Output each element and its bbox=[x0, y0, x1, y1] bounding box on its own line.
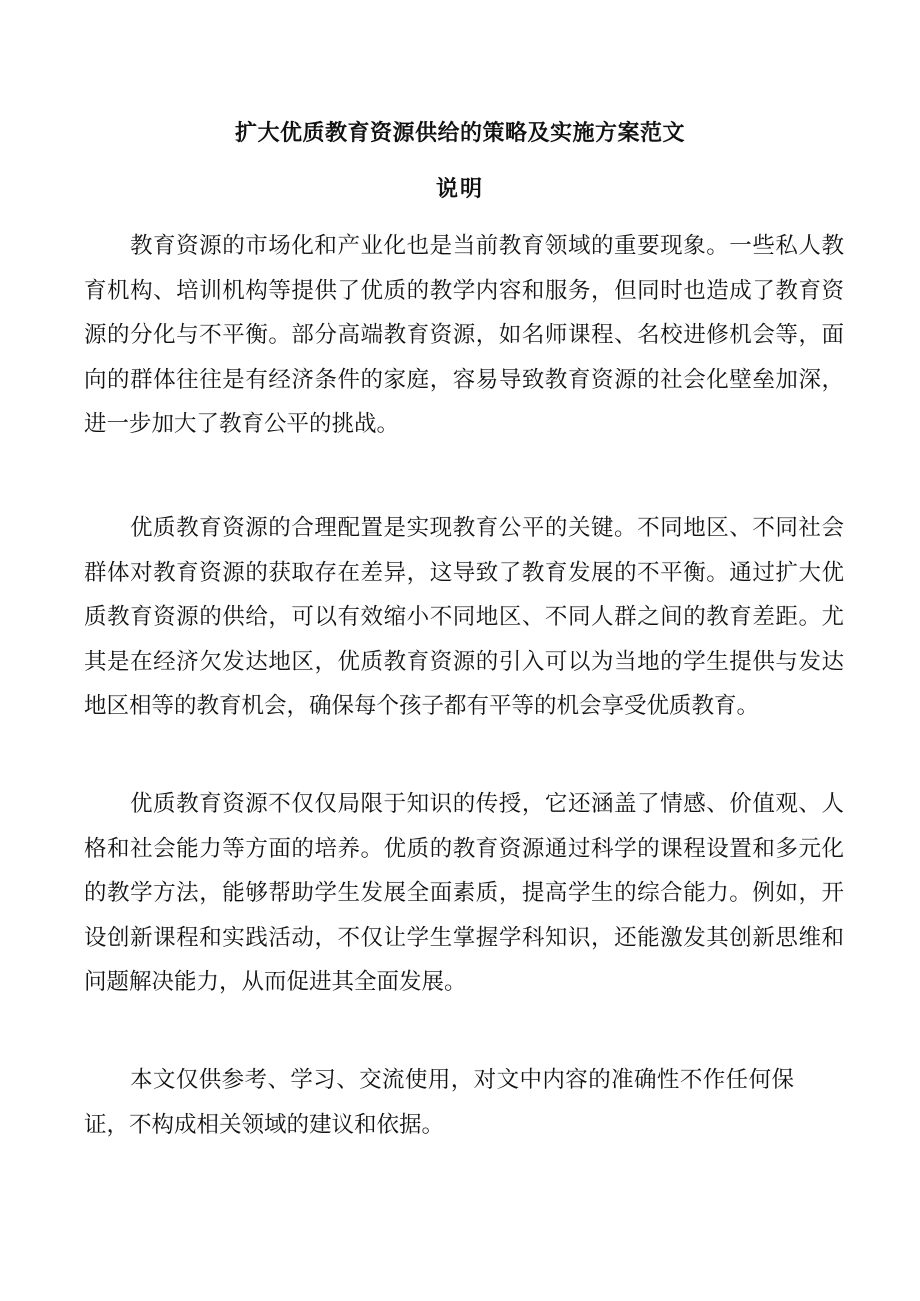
body-paragraph: 优质教育资源的合理配置是实现教育公平的关键。不同地区、不同社会群体对教育资源的获取存在差异，这导致了教育发展的不平衡。通过扩大优质教育资源的供给，可以有效缩小不同地区、不同人群之间的教育差距。尤其是在经济欠发达地区，优质教育资源的引入可以为当地的学生提供与发达地区相等的教育机会，确保每个孩子都有平等的机会享受优质教育。 bbox=[84, 515, 844, 719]
section-heading: 说明 bbox=[435, 176, 484, 202]
body-paragraph: 教育资源的市场化和产业化也是当前教育领域的重要现象。一些私人教育机构、培训机构等提供了优质的教学内容和服务，但同时也造成了教育资源的分化与不平衡。部分高端教育资源，如名师课程、名校进修机会等，面向的群体往往是有经济条件的家庭，容易导致教育资源的社会化壁垒加深，进一步加大了教育公平的挑战。 bbox=[84, 233, 844, 437]
body-paragraph: 优质教育资源不仅仅局限于知识的传授，它还涵盖了情感、价值观、人格和社会能力等方面的培养。优质的教育资源通过科学的课程设置和多元化的教学方法，能够帮助学生发展全面素质，提高学生的综合能力。例如，开设创新课程和实践活动，不仅让学生掌握学科知识，还能激发其创新思维和问题解决能力，从而促进其全面发展。 bbox=[84, 791, 844, 995]
disclaimer-paragraph: 本文仅供参考、学习、交流使用，对文中内容的准确性不作任何保证，不构成相关领域的建议和依据。 bbox=[84, 1067, 794, 1138]
document-title: 扩大优质教育资源供给的策略及实施方案范文 bbox=[234, 120, 685, 146]
